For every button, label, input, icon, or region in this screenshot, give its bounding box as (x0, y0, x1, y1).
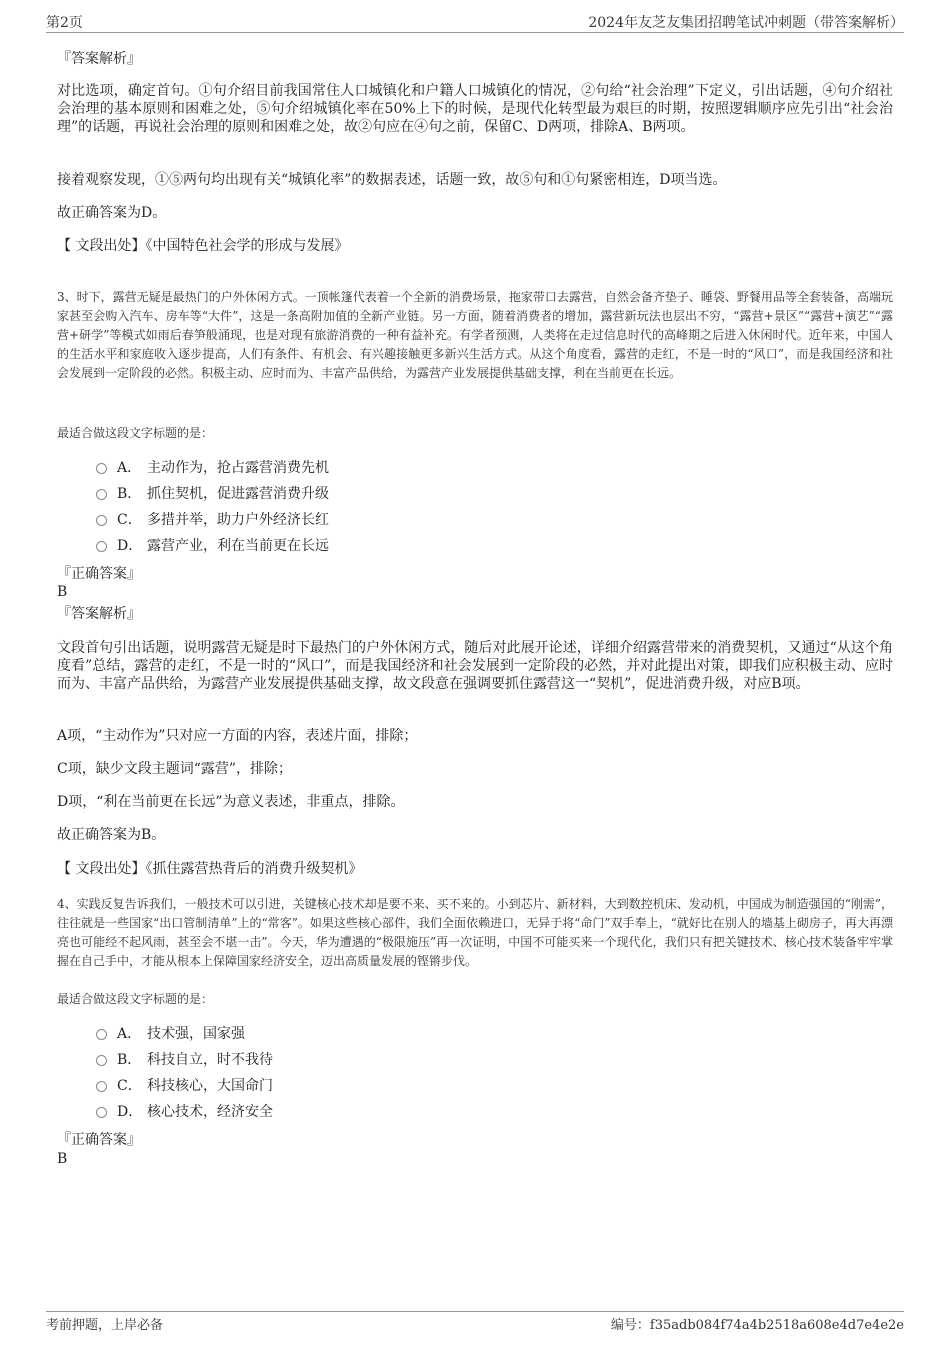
option-letter: B． (117, 486, 142, 502)
footer-slogan: 考前押题，上岸必备 (46, 1318, 164, 1333)
document-id: 编号：f35adb084f74a4b2518a608e4d7e4e2e (610, 1318, 904, 1333)
q3-stem: 3、时下，露营无疑是最热门的户外休闲方式。一顶帐篷代表着一个全新的消费场景，拖家带口去露营，自然会备齐垫子、睡袋、野餐用品等全套装备，高端玩家甚至会购入汽车、房车等“大件”，这是一条高附加值的全新产业链。另一方面，随着消费者的增加，露营新玩法也层出不穷，“露营+景区”“露营+演艺”“露营+研学”等模式如雨后春笋般涌现，也是对现有旅游消费的一种有益补充。有学者预测，人类将在走过信息时代的高峰期之后进入休闲时代。近年来，中国人的生活水平和家庭收入逐步提高，人们有条件、有机会、有兴趣接触更多新兴生活方式。从这个角度看，露营的走红，不是一时的“风口”，而是我国经济和社会发展到一定阶段的必然。积极主动、应时而为、丰富产品供给，为露营产业发展提供基础支撑，利在当前更在长远。 (57, 290, 893, 380)
q4-answer: B (57, 1151, 68, 1167)
option-letter: B． (117, 1052, 142, 1068)
radio-icon[interactable] (96, 541, 107, 552)
q4-option-a[interactable] (96, 1024, 245, 1044)
q4-option-c[interactable] (96, 1076, 273, 1096)
q3-analysis-p3: C项，缺少文段主题词“露营”，排除； (57, 761, 293, 777)
option-text: 主动作为，抢占露营消费先机 (147, 460, 329, 476)
q3-analysis-tag: 『答案解析』 (57, 606, 141, 622)
option-letter: A． (117, 460, 142, 476)
option-letter: D． (117, 538, 143, 554)
q3-option-a[interactable] (96, 458, 329, 478)
option-text: 核心技术，经济安全 (147, 1104, 273, 1120)
footer-divider (46, 1311, 904, 1312)
q3-answer-tag: 『正确答案』 (57, 566, 141, 582)
q3-source: 【 文段出处】《抓住露营热背后的消费升级契机》 (57, 861, 363, 877)
q4-option-d[interactable] (96, 1102, 273, 1122)
q3-answer: B (57, 584, 68, 600)
q2-analysis-tag: 『答案解析』 (57, 51, 141, 67)
option-text: 多措并举，助力户外经济长红 (147, 512, 329, 528)
radio-icon[interactable] (96, 1081, 107, 1092)
radio-icon[interactable] (96, 515, 107, 526)
option-letter: C． (117, 512, 142, 528)
document-title: 2024年友芝友集团招聘笔试冲刺题（带答案解析） (588, 15, 904, 31)
header-divider (46, 32, 904, 33)
q2-analysis-p1: 对比选项，确定首句。①句介绍目前我国常住人口城镇化和户籍人口城镇化的情况，②句给“社会治理”下定义，引出话题，④句介绍社会治理的基本原则和困难之处，⑤句介绍城镇化率在50%上下的时候，是现代化转型最为艰巨的时期，按照逻辑顺序应先引出“社会治理”的话题，再说社会治理的原则和困难之处，故②句应在④句之前，保留C、D两项，排除A、B两项。 (57, 83, 893, 135)
q3-option-d[interactable] (96, 536, 329, 556)
q4-stem: 4、实践反复告诉我们，一般技术可以引进，关键核心技术却是要不来、买不来的。小到芯片、新材料，大到数控机床、发动机，中国成为制造强国的“刚需”，往往就是一些国家“出口管制清单”上的“常客”。如果这些核心部件，我们全面依赖进口，无异于将“命门”双手奉上，“就好比在别人的墙基上砌房子，再大再漂亮也可能经不起风雨，甚至会不堪一击”。今天，华为遭遇的“极限施压”再一次证明，中国不可能买来一个现代化，我们只有把关键技术、核心技术装备牢牢掌握在自己手中，才能从根本上保障国家经济安全，迈出高质量发展的铿锵步伐。 (57, 897, 893, 968)
option-letter: A． (117, 1026, 142, 1042)
q3-analysis-p1: 文段首句引出话题，说明露营无疑是时下最热门的户外休闲方式，随后对此展开论述，详细介绍露营带来的消费契机，又通过“从这个角度看”总结，露营的走红，不是一时的“风口”，而是我国经济和社会发展到一定阶段的必然，并对此提出对策，即我们应积极主动、应时而为、丰富产品供给，为露营产业发展提供基础支撑，故文段意在强调要抓住露营这一“契机”，促进消费升级，对应B项。 (57, 640, 893, 692)
radio-icon[interactable] (96, 489, 107, 500)
option-text: 科技核心，大国命门 (147, 1078, 273, 1094)
radio-icon[interactable] (96, 463, 107, 474)
q3-option-c[interactable] (96, 510, 329, 530)
q4-prompt: 最适合做这段文字标题的是： (57, 992, 214, 1006)
radio-icon[interactable] (96, 1029, 107, 1040)
q3-analysis-p5: 故正确答案为B。 (57, 827, 166, 843)
q3-option-b[interactable] (96, 484, 329, 504)
q2-source: 【 文段出处】《中国特色社会学的形成与发展》 (57, 238, 349, 254)
page-number: 第2页 (46, 15, 83, 31)
q3-analysis-p2: A项，“主动作为”只对应一方面的内容，表述片面，排除； (57, 728, 418, 744)
option-text: 技术强，国家强 (147, 1026, 245, 1042)
option-letter: D． (117, 1104, 143, 1120)
q3-analysis-p4: D项，“利在当前更在长远”为意义表述，非重点，排除。 (57, 794, 405, 810)
option-text: 科技自立，时不我待 (147, 1052, 273, 1068)
option-letter: C． (117, 1078, 142, 1094)
q3-prompt: 最适合做这段文字标题的是： (57, 426, 214, 440)
option-text: 抓住契机，促进露营消费升级 (147, 486, 329, 502)
q2-analysis-p3: 故正确答案为D。 (57, 205, 167, 221)
option-text: 露营产业，利在当前更在长远 (147, 538, 329, 554)
radio-icon[interactable] (96, 1107, 107, 1118)
q2-analysis-p2: 接着观察发现，①⑤两句均出现有关“城镇化率”的数据表述，话题一致，故⑤句和①句紧密相连，D项当选。 (57, 172, 727, 188)
q4-option-b[interactable] (96, 1050, 273, 1070)
q4-answer-tag: 『正确答案』 (57, 1132, 141, 1148)
radio-icon[interactable] (96, 1055, 107, 1066)
